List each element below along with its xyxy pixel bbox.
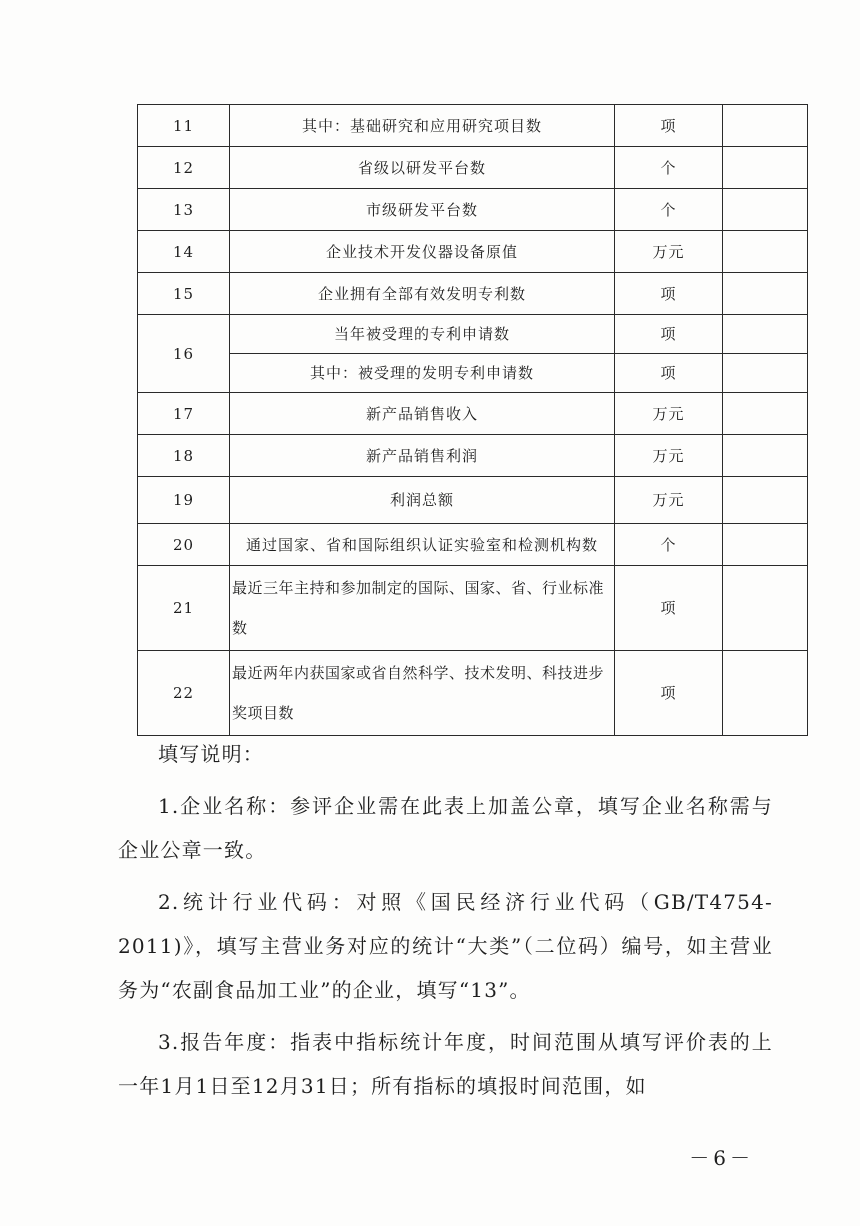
indicator-unit: 个 [615,189,723,231]
indicator-value [723,231,808,273]
table-row [138,435,808,477]
indicator-unit: 项 [615,315,723,354]
indicator-unit: 万元 [615,231,723,273]
table-row [138,189,808,231]
indicator-value [723,354,808,393]
row-number: 17 [138,393,230,435]
indicator-value [723,273,808,315]
indicator-value [723,524,808,566]
indicator-name: 新产品销售收入 [230,393,615,435]
indicator-value [723,651,808,736]
indicator-unit: 万元 [615,477,723,524]
row-number: 12 [138,147,230,189]
indicator-value [723,477,808,524]
indicator-unit: 万元 [615,393,723,435]
indicator-value [723,435,808,477]
indicator-unit: 项 [615,105,723,147]
indicator-name: 新产品销售利润 [230,435,615,477]
indicator-value [723,566,808,651]
row-number: 18 [138,435,230,477]
indicator-unit: 项 [615,273,723,315]
indicator-unit: 个 [615,524,723,566]
indicator-unit: 万元 [615,435,723,477]
instruction-item: 2.统计行业代码：对照《国民经济行业代码（GB/T4754-2011)》，填写主营业务对应的统计“大类”（二位码）编号，如主营业务为“农副食品加工业”的企业，填写“13”。 [118,890,773,1002]
indicator-name: 其中：被受理的发明专利申请数 [230,354,615,393]
instructions-title: 填写说明： [158,742,264,766]
table-row [138,477,808,524]
table-row [138,231,808,273]
table-row [138,651,808,736]
indicator-unit: 个 [615,147,723,189]
indicator-name: 利润总额 [230,477,615,524]
row-number: 11 [138,105,230,147]
row-number: 21 [138,566,230,651]
page-number: －6－ [689,1146,754,1170]
indicator-value [723,393,808,435]
row-number: 19 [138,477,230,524]
table-row [138,147,808,189]
indicator-value [723,147,808,189]
indicator-unit: 项 [615,566,723,651]
table-row [138,105,808,147]
row-number: 20 [138,524,230,566]
row-number: 14 [138,231,230,273]
row-number: 13 [138,189,230,231]
indicator-value [723,315,808,354]
indicator-name: 最近两年内获国家或省自然科学、技术发明、科技进步奖项目数 [230,651,615,736]
indicator-name: 企业拥有全部有效发明专利数 [230,273,615,315]
table-row [138,393,808,435]
indicator-unit: 项 [615,651,723,736]
indicator-name: 其中：基础研究和应用研究项目数 [230,105,615,147]
table-row [138,354,808,393]
row-number: 15 [138,273,230,315]
indicator-unit: 项 [615,354,723,393]
indicator-name: 当年被受理的专利申请数 [230,315,615,354]
table-row [138,273,808,315]
filling-instructions [118,732,773,1108]
indicator-value [723,105,808,147]
indicator-value [723,189,808,231]
table-row [138,566,808,651]
indicator-name: 企业技术开发仪器设备原值 [230,231,615,273]
instruction-item: 3.报告年度：指表中指标统计年度，时间范围从填写评价表的上一年1月1日至12月31日；所有指标的填报时间范围，如 [118,1030,773,1098]
row-number: 22 [138,651,230,736]
indicator-name: 市级研发平台数 [230,189,615,231]
indicator-table [137,104,808,736]
instruction-item: 1.企业名称：参评企业需在此表上加盖公章，填写企业名称需与企业公章一致。 [118,794,773,862]
indicator-name: 省级以研发平台数 [230,147,615,189]
indicator-name: 通过国家、省和国际组织认证实验室和检测机构数 [230,524,615,566]
table-row [138,524,808,566]
row-number: 16 [138,315,230,393]
indicator-name: 最近三年主持和参加制定的国际、国家、省、行业标准数 [230,566,615,651]
table-row [138,315,808,354]
